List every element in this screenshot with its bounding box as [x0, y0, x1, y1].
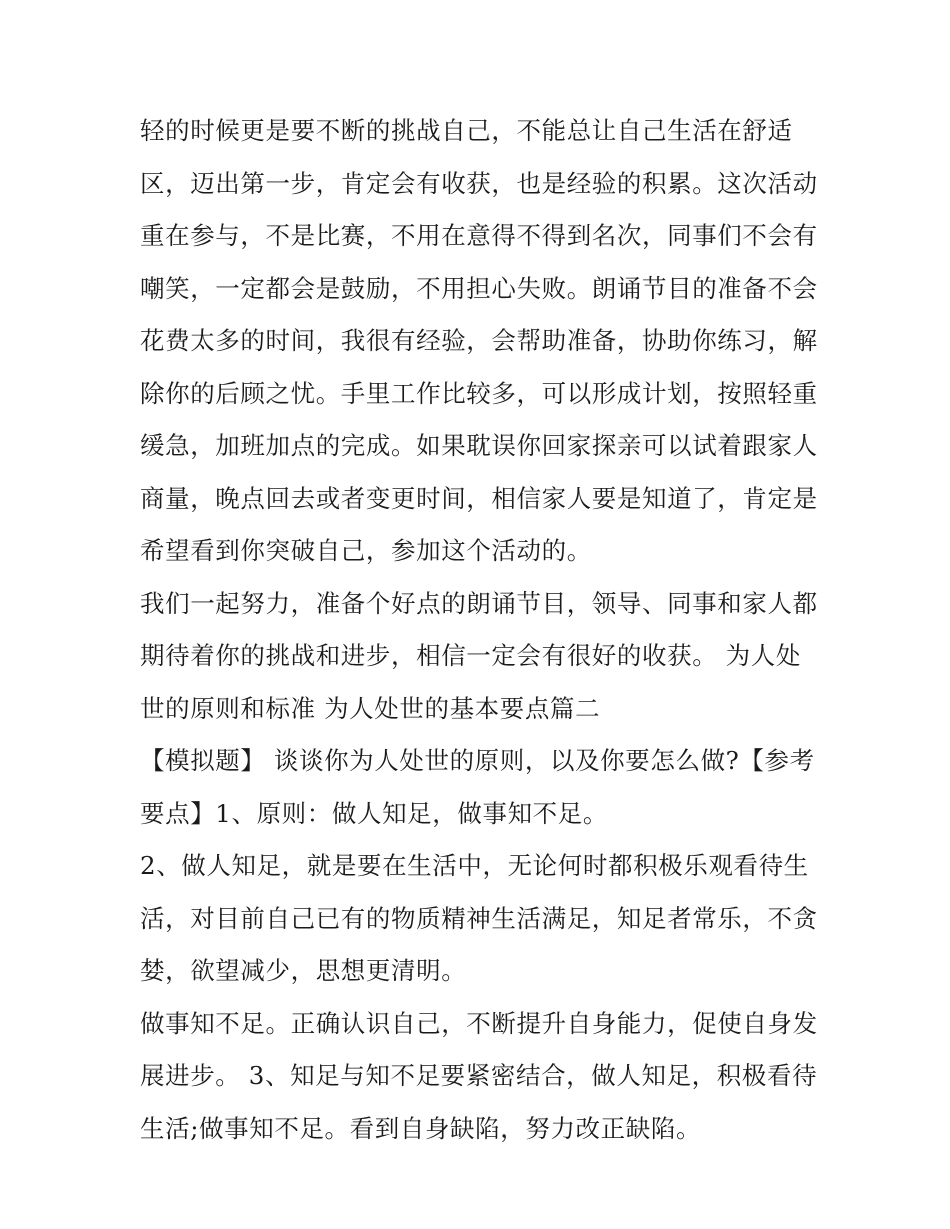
- text-line: 缓急，加班加点的完成。如果耽误你回家探亲可以试着跟家人: [140, 431, 818, 460]
- document-body: [140, 105, 818, 1155]
- text-line: 婪，欲望减少，思想更清明。: [140, 956, 467, 985]
- text-line: 展进步。 3、知足与知不足要紧密结合，做人知足，积极看待: [140, 1061, 818, 1090]
- text-line: 期待着你的挑战和进步，相信一定会有很好的收获。 为人处: [140, 641, 801, 670]
- text-line: 轻的时候更是要不断的挑战自己，不能总让自己生活在舒适: [140, 116, 793, 145]
- text-line: 希望看到你突破自己，参加这个活动的。: [140, 536, 592, 565]
- text-line: 做事知不足。正确认识自己，不断提升自身能力，促使自身发: [140, 1008, 818, 1038]
- text-line: 除你的后顾之忧。手里工作比较多，可以形成计划，按照轻重: [140, 378, 818, 408]
- text-line: 2、做人知足，就是要在生活中，无论何时都积极乐观看待生: [140, 851, 809, 880]
- text-line: 区，迈出第一步，肯定会有收获，也是经验的积累。这次活动: [140, 168, 818, 198]
- text-line: 我们一起努力，准备个好点的朗诵节目，领导、同事和家人都: [140, 588, 818, 618]
- text-line: 活，对目前自己已有的物质精神生活满足，知足者常乐，不贪: [140, 903, 818, 933]
- text-line: 要点】1、原则：做人知足，做事知不足。: [140, 798, 608, 828]
- text-line: 重在参与，不是比赛，不用在意得不得到名次，同事们不会有: [140, 221, 818, 250]
- text-line: 生活;做事知不足。看到自身缺陷，努力改正缺陷。: [140, 1113, 702, 1143]
- text-line: 【模拟题】 谈谈你为人处世的原则，以及你要怎么做?【参考: [140, 746, 815, 775]
- text-line: 商量，晚点回去或者变更时间，相信家人要是知道了，肯定是: [140, 483, 818, 513]
- text-line: 嘲笑，一定都会是鼓励，不用担心失败。朗诵节目的准备不会: [140, 273, 818, 303]
- text-line: 花费太多的时间，我很有经验，会帮助准备，协助你练习，解: [140, 326, 818, 355]
- text-line: 世的原则和标准 为人处世的基本要点篇二: [140, 693, 601, 723]
